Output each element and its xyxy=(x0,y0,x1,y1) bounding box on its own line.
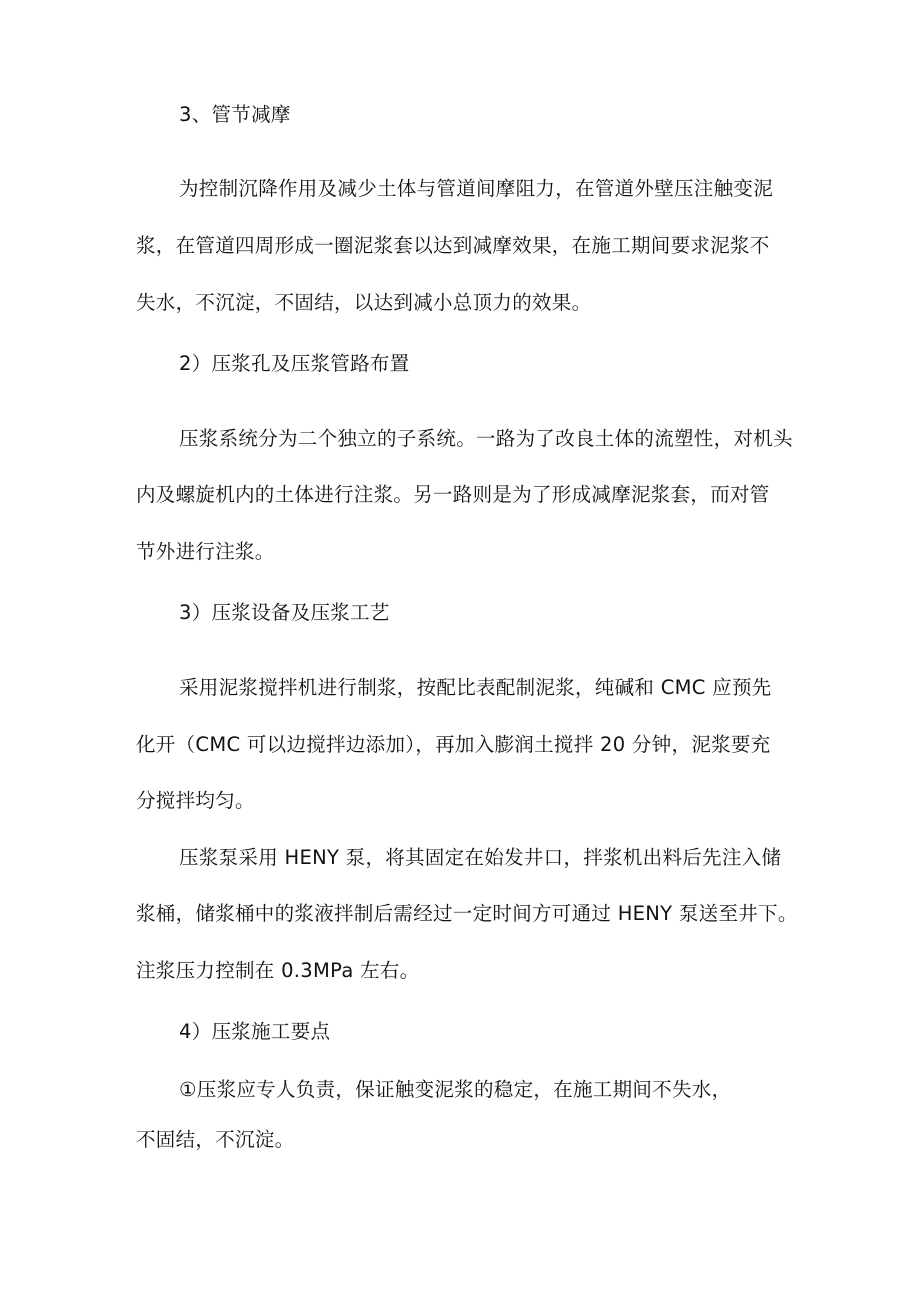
paragraph-line: 注浆压力控制在 0.3MPa 左右。 xyxy=(136,959,420,982)
paragraph-line: ①压浆应专人负责，保证触变泥浆的稳定，在施工期间不失水， xyxy=(179,1078,732,1101)
paragraph-line: 压浆系统分为二个独立的子系统。一路为了改良土体的流塑性，对机头 xyxy=(179,427,793,450)
paragraph-line: 浆桶，储浆桶中的浆液拌制后需经过一定时间方可通过 HENY 泵送至井下。 xyxy=(136,902,798,925)
paragraph-line: 浆，在管道四周形成一圈泥浆套以达到减摩效果，在施工期间要求泥浆不 xyxy=(136,234,770,257)
paragraph-line: 压浆泵采用 HENY 泵，将其固定在始发井口，拌浆机出料后先注入储 xyxy=(179,846,782,869)
paragraph-line: 为控制沉降作用及减少土体与管道间摩阻力，在管道外壁压注触变泥 xyxy=(179,177,774,200)
subsection-heading-grouting-equipment: 3）压浆设备及压浆工艺 xyxy=(179,601,390,624)
paragraph-line: 采用泥浆搅拌机进行制浆，按配比表配制泥浆，纯碱和 CMC 应预先 xyxy=(179,676,772,699)
section-heading-pipe-friction-reduction: 3、管节减摩 xyxy=(179,103,291,126)
paragraph-line: 内及螺旋机内的土体进行注浆。另一路则是为了形成减摩泥浆套，而对管 xyxy=(136,483,770,506)
subsection-heading-grouting-holes: 2）压浆孔及压浆管路布置 xyxy=(179,352,410,375)
paragraph-line: 失水，不沉淀，不固结，以达到减小总顶力的效果。 xyxy=(136,291,592,314)
paragraph-line: 化开（CMC 可以边搅拌边添加），再加入膨润土搅拌 20 分钟，泥浆要充 xyxy=(136,733,771,756)
paragraph-line: 节外进行注浆。 xyxy=(136,540,275,563)
subsection-heading-grouting-key-points: 4）压浆施工要点 xyxy=(179,1020,331,1043)
paragraph-line: 分搅拌均匀。 xyxy=(136,789,255,812)
paragraph-line: 不固结，不沉淀。 xyxy=(136,1128,295,1151)
